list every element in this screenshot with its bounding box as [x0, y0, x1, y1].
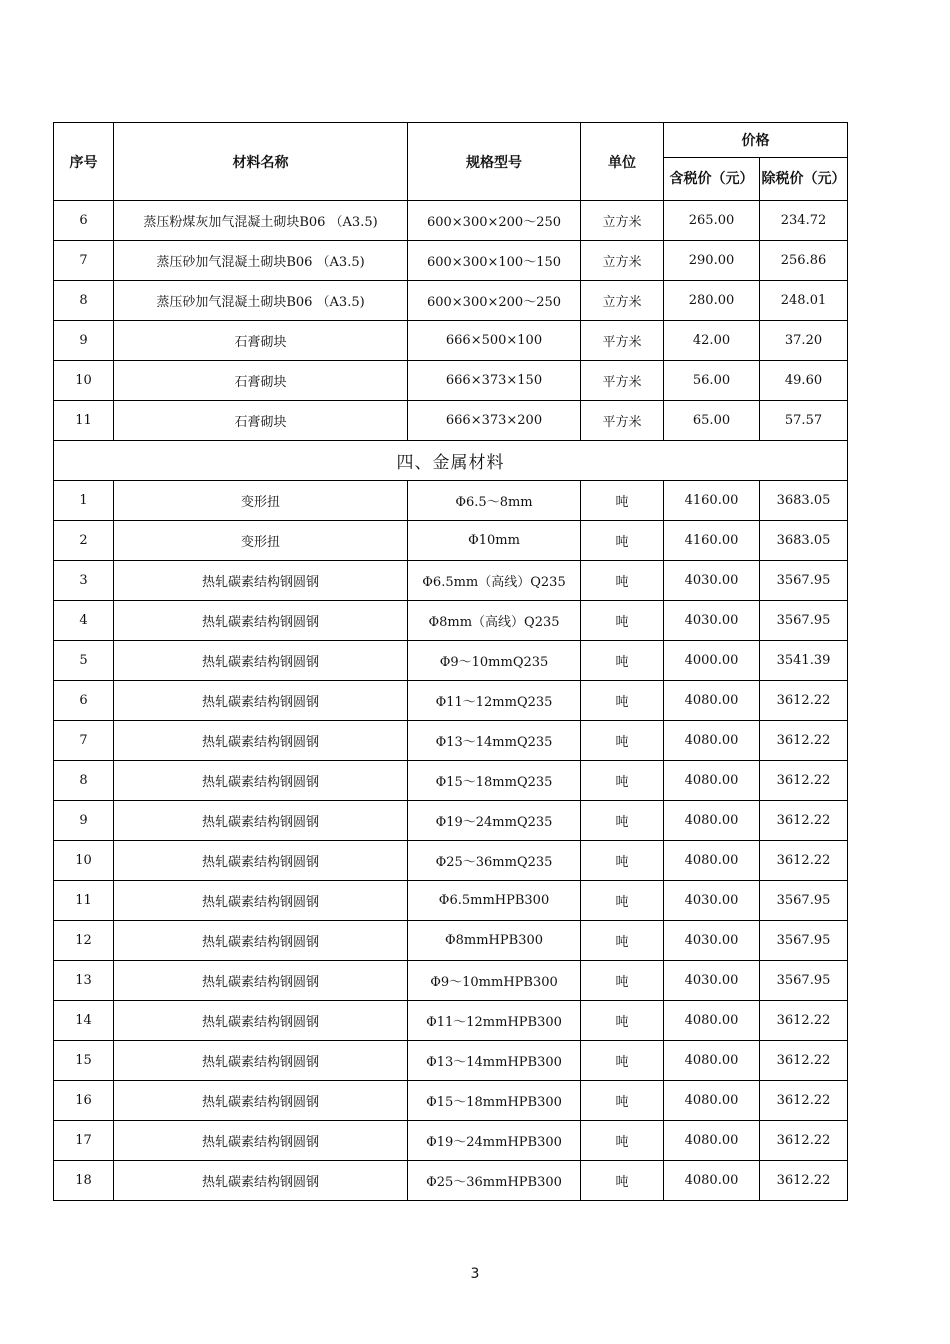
section-title: 四、金属材料	[54, 441, 848, 481]
header-spec: 规格型号	[408, 123, 581, 201]
cell-unit: 立方米	[581, 241, 664, 281]
cell-unit: 平方米	[581, 361, 664, 401]
cell-name: 热轧碳素结构钢圆钢	[114, 601, 408, 641]
cell-name: 热轧碳素结构钢圆钢	[114, 561, 408, 601]
cell-seq: 14	[54, 1001, 114, 1041]
cell-spec: Φ10mm	[408, 521, 581, 561]
cell-with-tax: 4160.00	[664, 481, 760, 521]
price-table	[53, 122, 848, 1201]
cell-without-tax: 3612.22	[760, 1001, 848, 1041]
cell-without-tax: 3612.22	[760, 801, 848, 841]
cell-without-tax: 3612.22	[760, 681, 848, 721]
table-row	[54, 1121, 848, 1161]
cell-unit: 吨	[581, 481, 664, 521]
cell-spec: Φ19～24mmQ235	[408, 801, 581, 841]
cell-seq: 5	[54, 641, 114, 681]
cell-seq: 11	[54, 401, 114, 441]
header-name: 材料名称	[114, 123, 408, 201]
cell-without-tax: 3567.95	[760, 881, 848, 921]
table-row	[54, 801, 848, 841]
cell-unit: 吨	[581, 521, 664, 561]
cell-without-tax: 37.20	[760, 321, 848, 361]
cell-name: 热轧碳素结构钢圆钢	[114, 761, 408, 801]
table-row	[54, 521, 848, 561]
cell-seq: 7	[54, 721, 114, 761]
table-row	[54, 481, 848, 521]
cell-spec: Φ25～36mmQ235	[408, 841, 581, 881]
cell-unit: 吨	[581, 961, 664, 1001]
table-row	[54, 1161, 848, 1201]
table-row	[54, 681, 848, 721]
cell-spec: Φ15～18mmHPB300	[408, 1081, 581, 1121]
table-row	[54, 761, 848, 801]
cell-with-tax: 4030.00	[664, 921, 760, 961]
table-row	[54, 1001, 848, 1041]
cell-name: 热轧碳素结构钢圆钢	[114, 841, 408, 881]
cell-seq: 9	[54, 801, 114, 841]
cell-seq: 17	[54, 1121, 114, 1161]
table-row	[54, 961, 848, 1001]
cell-with-tax: 65.00	[664, 401, 760, 441]
cell-spec: 666×500×100	[408, 321, 581, 361]
cell-without-tax: 3612.22	[760, 1081, 848, 1121]
cell-with-tax: 4080.00	[664, 841, 760, 881]
cell-with-tax: 4080.00	[664, 801, 760, 841]
cell-name: 蒸压砂加气混凝土砌块B06 （A3.5)	[114, 281, 408, 321]
cell-without-tax: 3683.05	[760, 521, 848, 561]
cell-without-tax: 3612.22	[760, 1041, 848, 1081]
table-row	[54, 881, 848, 921]
cell-name: 热轧碳素结构钢圆钢	[114, 961, 408, 1001]
cell-name: 热轧碳素结构钢圆钢	[114, 881, 408, 921]
cell-name: 蒸压粉煤灰加气混凝土砌块B06 （A3.5)	[114, 201, 408, 241]
header-with-tax: 含税价（元）	[664, 158, 760, 201]
cell-unit: 吨	[581, 761, 664, 801]
cell-unit: 平方米	[581, 321, 664, 361]
cell-with-tax: 4030.00	[664, 961, 760, 1001]
cell-without-tax: 3612.22	[760, 761, 848, 801]
cell-name: 石膏砌块	[114, 401, 408, 441]
cell-name: 热轧碳素结构钢圆钢	[114, 1081, 408, 1121]
cell-name: 热轧碳素结构钢圆钢	[114, 1001, 408, 1041]
cell-spec: Φ11～12mmHPB300	[408, 1001, 581, 1041]
cell-name: 石膏砌块	[114, 321, 408, 361]
cell-with-tax: 4000.00	[664, 641, 760, 681]
cell-without-tax: 256.86	[760, 241, 848, 281]
cell-unit: 吨	[581, 681, 664, 721]
cell-without-tax: 3567.95	[760, 921, 848, 961]
cell-without-tax: 49.60	[760, 361, 848, 401]
cell-unit: 吨	[581, 641, 664, 681]
cell-with-tax: 4080.00	[664, 721, 760, 761]
cell-without-tax: 3612.22	[760, 1121, 848, 1161]
cell-without-tax: 3612.22	[760, 1161, 848, 1201]
cell-with-tax: 4030.00	[664, 881, 760, 921]
cell-without-tax: 57.57	[760, 401, 848, 441]
cell-spec: Φ13～14mmHPB300	[408, 1041, 581, 1081]
cell-spec: 666×373×150	[408, 361, 581, 401]
cell-unit: 吨	[581, 561, 664, 601]
cell-name: 热轧碳素结构钢圆钢	[114, 1161, 408, 1201]
cell-seq: 13	[54, 961, 114, 1001]
cell-without-tax: 3612.22	[760, 841, 848, 881]
header-without-tax: 除税价（元）	[760, 158, 848, 201]
cell-seq: 4	[54, 601, 114, 641]
cell-spec: Φ11～12mmQ235	[408, 681, 581, 721]
cell-spec: 600×300×100～150	[408, 241, 581, 281]
table-row	[54, 401, 848, 441]
cell-without-tax: 3612.22	[760, 721, 848, 761]
cell-with-tax: 4080.00	[664, 681, 760, 721]
cell-with-tax: 42.00	[664, 321, 760, 361]
cell-unit: 吨	[581, 1161, 664, 1201]
cell-seq: 3	[54, 561, 114, 601]
table-header	[54, 123, 848, 201]
cell-with-tax: 4080.00	[664, 1081, 760, 1121]
cell-with-tax: 4080.00	[664, 1041, 760, 1081]
cell-unit: 吨	[581, 881, 664, 921]
cell-unit: 吨	[581, 921, 664, 961]
table-row	[54, 1081, 848, 1121]
cell-spec: Φ6.5mmHPB300	[408, 881, 581, 921]
table-row	[54, 721, 848, 761]
cell-spec: Φ25～36mmHPB300	[408, 1161, 581, 1201]
cell-spec: Φ9～10mmHPB300	[408, 961, 581, 1001]
cell-spec: 666×373×200	[408, 401, 581, 441]
table-body-top	[54, 201, 848, 441]
cell-name: 石膏砌块	[114, 361, 408, 401]
cell-spec: Φ8mm（高线）Q235	[408, 601, 581, 641]
table-row	[54, 841, 848, 881]
cell-with-tax: 265.00	[664, 201, 760, 241]
cell-unit: 吨	[581, 721, 664, 761]
cell-seq: 6	[54, 681, 114, 721]
cell-spec: Φ19～24mmHPB300	[408, 1121, 581, 1161]
cell-name: 热轧碳素结构钢圆钢	[114, 801, 408, 841]
cell-name: 热轧碳素结构钢圆钢	[114, 721, 408, 761]
cell-name: 热轧碳素结构钢圆钢	[114, 681, 408, 721]
table-body-metal	[54, 481, 848, 1201]
table-row	[54, 361, 848, 401]
cell-name: 变形扭	[114, 521, 408, 561]
cell-seq: 1	[54, 481, 114, 521]
cell-spec: Φ9～10mmQ235	[408, 641, 581, 681]
cell-without-tax: 3567.95	[760, 961, 848, 1001]
table-row	[54, 641, 848, 681]
cell-unit: 吨	[581, 1041, 664, 1081]
cell-with-tax: 4080.00	[664, 1001, 760, 1041]
cell-seq: 12	[54, 921, 114, 961]
cell-seq: 10	[54, 361, 114, 401]
cell-with-tax: 4080.00	[664, 761, 760, 801]
cell-seq: 9	[54, 321, 114, 361]
cell-unit: 吨	[581, 1121, 664, 1161]
cell-name: 热轧碳素结构钢圆钢	[114, 641, 408, 681]
cell-spec: 600×300×200～250	[408, 281, 581, 321]
cell-seq: 8	[54, 761, 114, 801]
cell-spec: Φ13～14mmQ235	[408, 721, 581, 761]
cell-without-tax: 3541.39	[760, 641, 848, 681]
table-row	[54, 201, 848, 241]
cell-seq: 16	[54, 1081, 114, 1121]
cell-without-tax: 248.01	[760, 281, 848, 321]
section-header	[54, 441, 848, 481]
cell-with-tax: 280.00	[664, 281, 760, 321]
cell-unit: 吨	[581, 1081, 664, 1121]
cell-with-tax: 4030.00	[664, 561, 760, 601]
cell-with-tax: 4030.00	[664, 601, 760, 641]
table-row	[54, 241, 848, 281]
cell-name: 热轧碳素结构钢圆钢	[114, 1121, 408, 1161]
table-row	[54, 1041, 848, 1081]
cell-spec: Φ6.5mm（高线）Q235	[408, 561, 581, 601]
cell-seq: 2	[54, 521, 114, 561]
cell-name: 蒸压砂加气混凝土砌块B06 （A3.5)	[114, 241, 408, 281]
table-row	[54, 321, 848, 361]
cell-seq: 18	[54, 1161, 114, 1201]
table-row	[54, 921, 848, 961]
cell-with-tax: 4080.00	[664, 1161, 760, 1201]
cell-spec: Φ15～18mmQ235	[408, 761, 581, 801]
cell-seq: 8	[54, 281, 114, 321]
cell-name: 变形扭	[114, 481, 408, 521]
cell-unit: 平方米	[581, 401, 664, 441]
cell-with-tax: 290.00	[664, 241, 760, 281]
cell-spec: 600×300×200～250	[408, 201, 581, 241]
cell-spec: Φ8mmHPB300	[408, 921, 581, 961]
page-number: 3	[470, 1266, 480, 1282]
cell-with-tax: 4080.00	[664, 1121, 760, 1161]
cell-unit: 立方米	[581, 281, 664, 321]
cell-seq: 6	[54, 201, 114, 241]
cell-name: 热轧碳素结构钢圆钢	[114, 921, 408, 961]
table-row	[54, 561, 848, 601]
cell-with-tax: 4160.00	[664, 521, 760, 561]
cell-unit: 吨	[581, 601, 664, 641]
cell-unit: 吨	[581, 1001, 664, 1041]
header-unit: 单位	[581, 123, 664, 201]
header-seq: 序号	[54, 123, 114, 201]
table-row	[54, 281, 848, 321]
cell-name: 热轧碳素结构钢圆钢	[114, 1041, 408, 1081]
cell-seq: 15	[54, 1041, 114, 1081]
cell-without-tax: 3683.05	[760, 481, 848, 521]
cell-unit: 吨	[581, 801, 664, 841]
header-price: 价格	[664, 123, 848, 158]
cell-seq: 11	[54, 881, 114, 921]
cell-unit: 立方米	[581, 201, 664, 241]
cell-with-tax: 56.00	[664, 361, 760, 401]
cell-without-tax: 3567.95	[760, 601, 848, 641]
cell-seq: 7	[54, 241, 114, 281]
cell-seq: 10	[54, 841, 114, 881]
table-row	[54, 601, 848, 641]
cell-spec: Φ6.5～8mm	[408, 481, 581, 521]
cell-unit: 吨	[581, 841, 664, 881]
cell-without-tax: 3567.95	[760, 561, 848, 601]
cell-without-tax: 234.72	[760, 201, 848, 241]
